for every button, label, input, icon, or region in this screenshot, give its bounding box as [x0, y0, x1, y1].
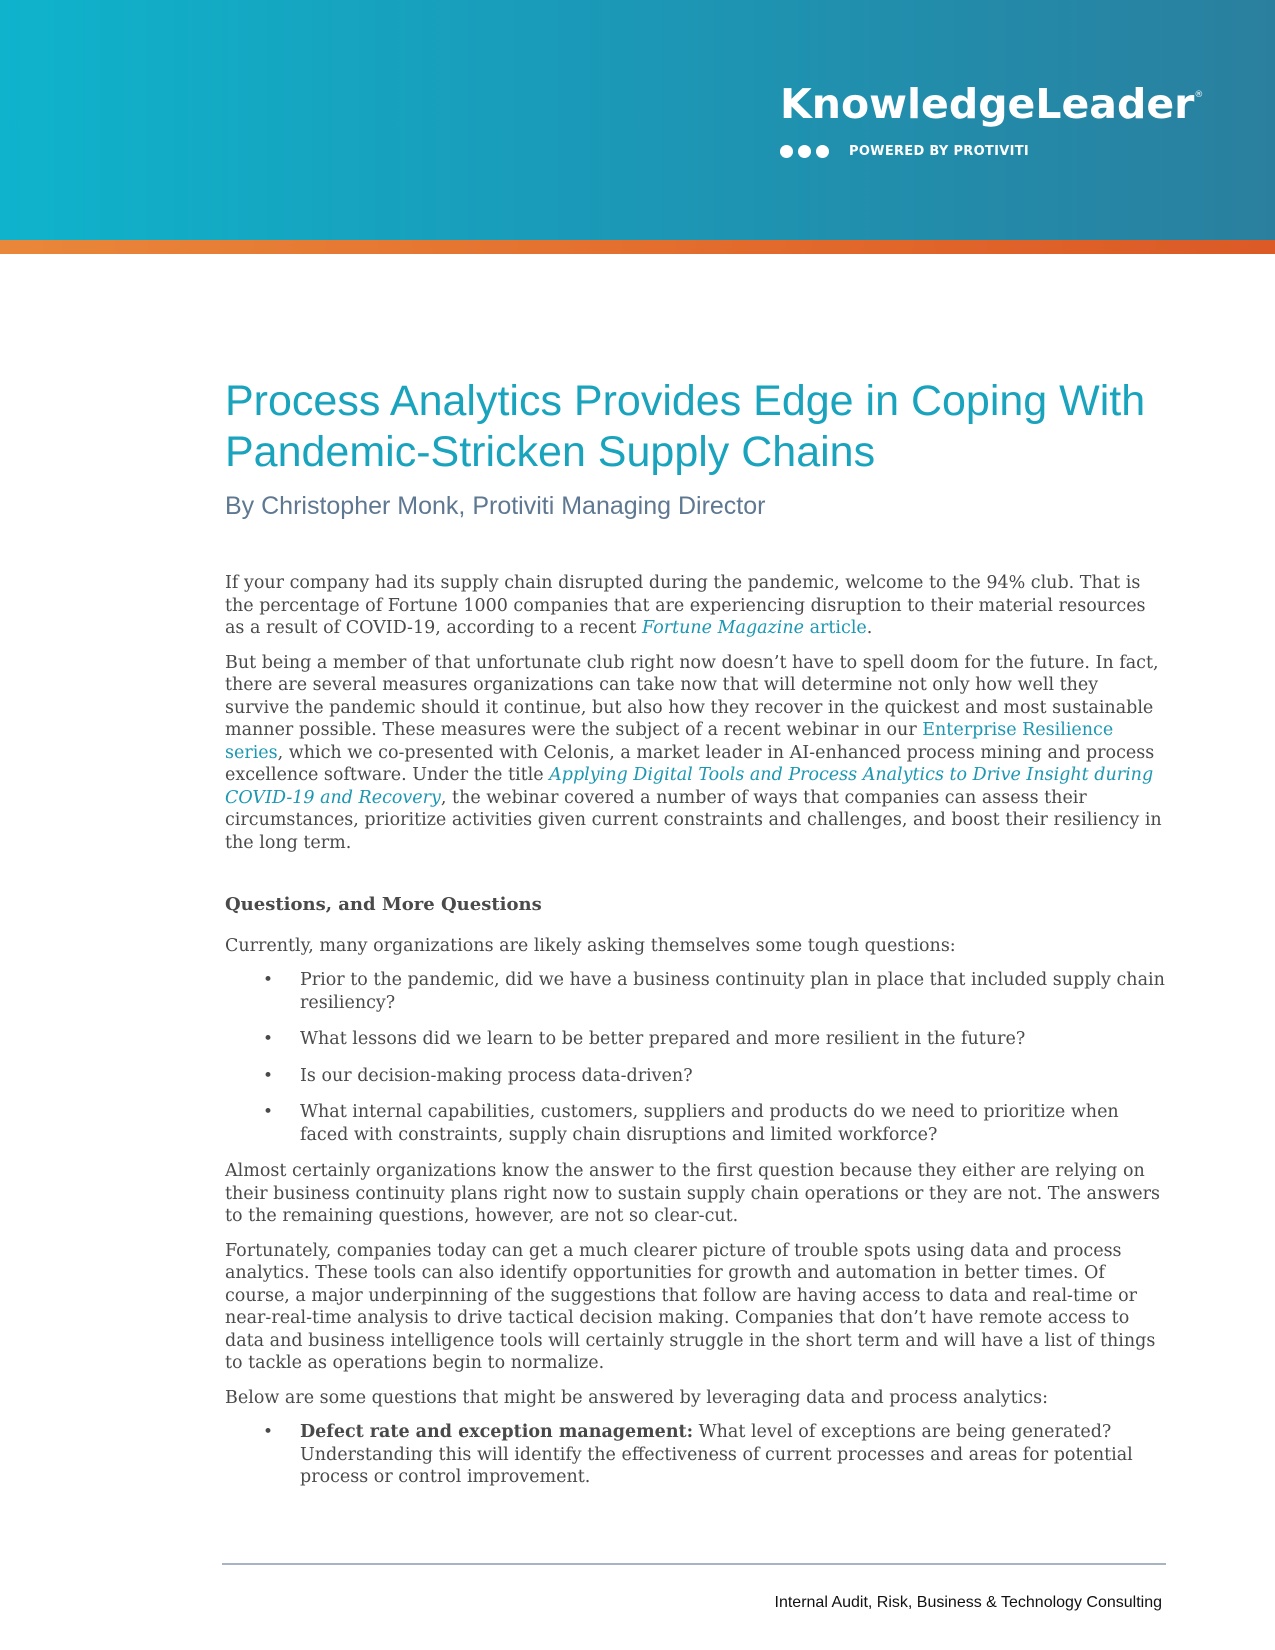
list-item — [225, 1421, 1165, 1489]
article-link[interactable]: article — [804, 618, 867, 638]
bullet-icon: • — [263, 1029, 274, 1049]
footer-divider — [222, 1563, 1166, 1565]
paragraph-intro — [225, 572, 1165, 640]
section-heading: Questions, and More Questions — [225, 894, 542, 915]
byline: By Christopher Monk, Protiviti Managing Director — [225, 492, 766, 520]
list-item-text: What level of exceptions are being generated? Understanding this will identify the effectiveness of current processes and areas for potential process or control improvement. — [300, 1422, 1133, 1487]
paragraph-text: , the webinar covered a number of ways that companies can assess their circumstances, prioritize activities given current constraints and challenges, and boost their resiliency in the long term. — [225, 787, 1162, 853]
analytics-list — [225, 1421, 1165, 1489]
list-item-text: Is our decision-making process data-driven? — [300, 1065, 693, 1086]
list-item-text: Prior to the pandemic, did we have a business continuity plan in place that included supply chain resiliency? — [300, 970, 1165, 1013]
enterprise-resilience-link[interactable]: Enterprise Resilience series — [225, 720, 1114, 763]
brand-name: KnowledgeLeader — [780, 80, 1195, 128]
list-item — [225, 1028, 1165, 1051]
brand-logo — [780, 80, 1203, 128]
paragraph-analytics: Fortunately, companies today can get a much clearer picture of trouble spots using data and process analytics. These tools can also identify opportunities for growth and automation in better times. Of course, a major underpinning of the suggestions that follow are having access to data and real-time or near-real-time analysis to drive tactical decision making. Companies that don’t have remote access to data and business intelligence tools will certainly struggle in the short term and will have a list of things to tackle as operations begin to normalize. — [225, 1240, 1156, 1373]
header-accent-stripe — [0, 240, 1275, 254]
page-title: Process Analytics Provides Edge in Coping With Pandemic-Stricken Supply Chains — [225, 377, 1146, 476]
bullet-icon: • — [263, 970, 274, 990]
paragraph-questions-intro: Currently, many organizations are likely asking themselves some tough questions: — [225, 935, 956, 956]
three-dots-icon — [780, 145, 829, 158]
list-item — [225, 1101, 1165, 1146]
bullet-icon: • — [263, 1102, 274, 1122]
article-body — [225, 572, 1165, 1489]
questions-list — [225, 969, 1165, 1146]
powered-by — [780, 144, 1029, 159]
bullet-icon: • — [263, 1422, 274, 1442]
list-item-lead: Defect rate and exception management: — [300, 1422, 694, 1442]
paragraph-text: . — [866, 618, 873, 638]
paragraph-answers: Almost certainly organizations know the answer to the first question because they either are relying on their business continuity plans right now to sustain supply chain operations or they are not. The answers to the remaining questions, however, are not so clear-cut. — [225, 1161, 1160, 1226]
article — [225, 376, 1165, 1503]
paragraph-text: But being a member of that unfortunate club right now doesn’t have to spell doom for the future. In fact, there are several measures organizations can take now that will determine not only how well they survive the pandemic should it continue, but also how they recover in the quickest and most sustainable manner possible. These measures were the subject of a recent webinar in our — [225, 652, 1159, 740]
footer-tagline: Internal Audit, Risk, Business & Technology Consulting — [774, 1594, 1162, 1611]
list-item-text: What lessons did we learn to be better prepared and more resilient in the future? — [300, 1029, 1026, 1049]
paragraph-webinar — [225, 652, 1165, 855]
webinar-title-link[interactable]: Applying Digital Tools and Process Analytics to Drive Insight during COVID-19 and Recovery — [225, 765, 1154, 808]
paragraph-text: If your company had its supply chain disrupted during the pandemic, welcome to the 94% club. That is the percentage of Fortune 1000 companies that are experiencing disruption to their material resources as a result of COVID-19, according to a recent — [225, 573, 1146, 638]
trademark-mark: ® — [1194, 90, 1204, 100]
fortune-magazine-link[interactable]: Fortune Magazine — [642, 618, 805, 638]
list-item — [225, 1065, 1165, 1088]
paragraph-text: , which we co-presented with Celonis, a market leader in AI-enhanced process mining and process excellence software. Under the title — [225, 742, 1155, 785]
powered-by-text: POWERED BY PROTIVITI — [849, 144, 1030, 159]
bullet-icon: • — [263, 1065, 274, 1086]
list-item-text: What internal capabilities, customers, suppliers and products do we need to prioritize when faced with constraints, supply chain disruptions and limited workforce? — [300, 1102, 1119, 1145]
paragraph-leverage-intro: Below are some questions that might be answered by leveraging data and process analytics: — [225, 1387, 1048, 1408]
list-item — [225, 969, 1165, 1014]
